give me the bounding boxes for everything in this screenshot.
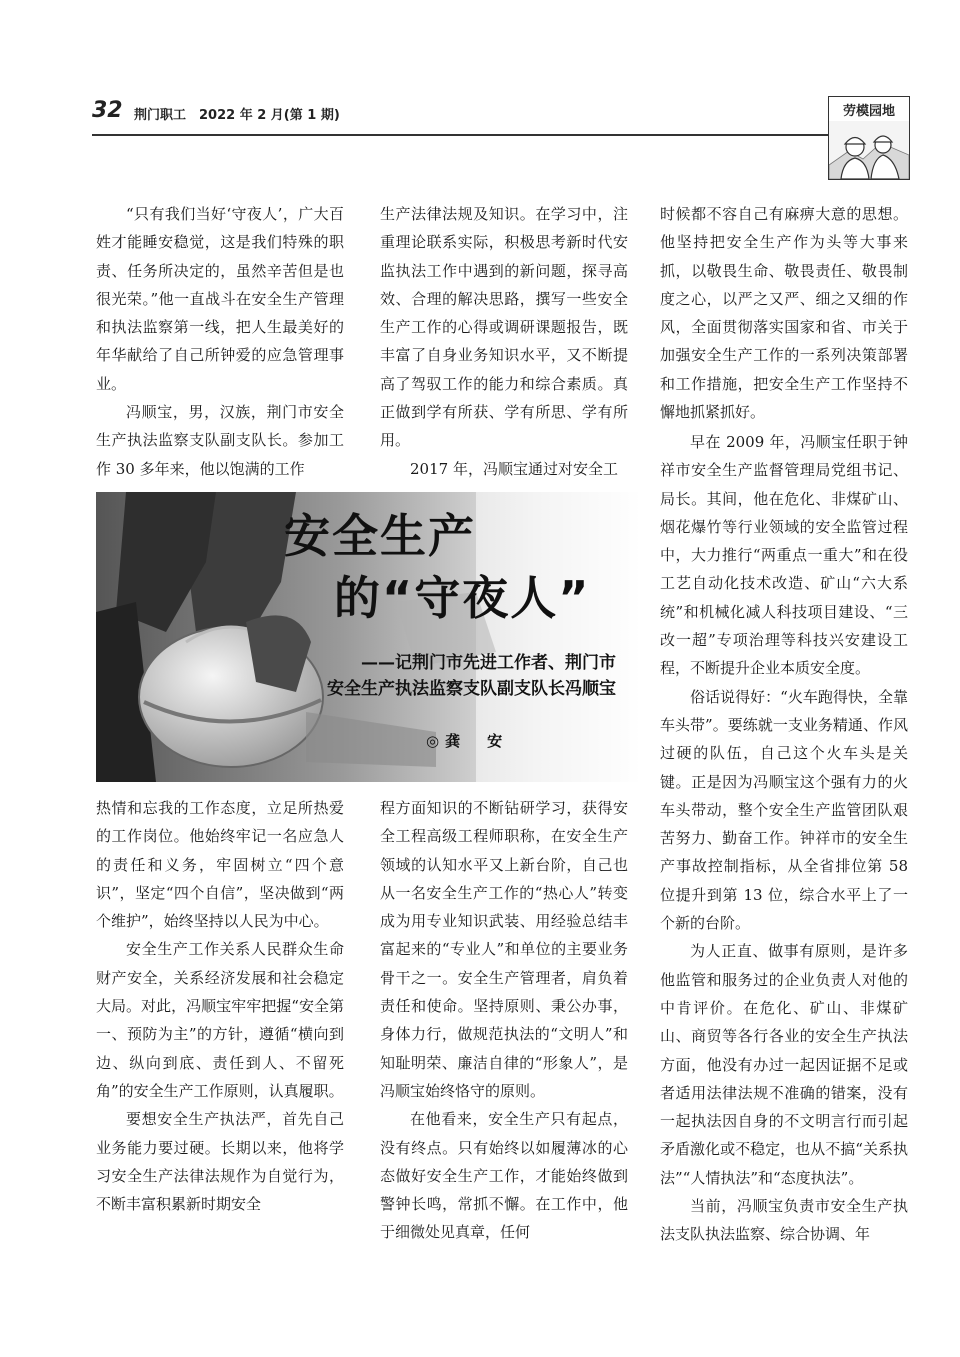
paragraph: 在他看来，安全生产只有起点，没有终点。只有始终以如履薄冰的心态做好安全生产工作，才能始终做到警钟长鸣，常抓不懈。在工作中，他于细微处见真章，任何	[380, 1110, 628, 1242]
paragraph: 要想安全生产执法严，首先自己业务能力要过硬。长期以来，他将学习安全生产法律法规作为自觉行为，不断丰富积累新时期安全	[96, 1110, 344, 1214]
article-subtitle-line-2: 安全生产执法监察支队副支队长冯顺宝	[327, 679, 616, 699]
paragraph: 生产法律法规及知识。在学习中，注重理论联系实际，积极思考新时代安监执法工作中遇到的新问题，探寻高效、合理的解决思路，撰写一些安全生产工作的心得或调研课题报告，既丰富了自身业务知识水平，又不断提高了驾驭工作的能力和综合素质。真正做到学有所获、学有所思、学有所用。	[380, 205, 628, 450]
issue-info: 荆门职工 2022 年 2 月(第 1 期)	[134, 108, 340, 123]
workers-illustration-icon	[829, 121, 909, 179]
header-rule	[92, 134, 832, 136]
paragraph: 程方面知识的不断钻研学习，获得安全工程高级工程师职称，在安全生产领域的认知水平又上新台阶，自己也从一名安全生产工作的“热心人”转变成为用专业知识武装、用经验总结丰富起来的“专业人”和单位的主要业务骨干之一。安全生产管理者，肩负着责任和使命。坚持原则、秉公办事，身体力行，做规范执法的“文明人”和知耻明荣、廉洁自律的“形象人”，是冯顺宝始终恪守的原则。	[380, 799, 628, 1100]
paragraph: 当前，冯顺宝负责市安全生产执法支队执法监察、综合协调、年	[660, 1197, 908, 1244]
article-title-line-2: 的“守夜人”	[334, 571, 591, 625]
text-column-4	[96, 794, 344, 1218]
text-column-1	[96, 200, 344, 483]
paragraph: 热情和忘我的工作态度，立足所热爱的工作岗位。他始终牢记一名应急人的责任和义务，牢固树立“四个意识”，坚定“四个自信”，坚决做到“两个维护”，始终坚持以人民为中心。	[96, 799, 344, 931]
paragraph: 为人正直、做事有原则，是许多他监管和服务过的企业负责人对他的中肯评价。在危化、矿山、非煤矿山、商贸等各行各业的安全生产执法方面，他没有办过一起因证据不足或者适用法律法规不准确的错案，没有一起执法因自身的不文明言行而引起矛盾激化或不稳定，也从不搞“关系执法”“人情执法”和“态度执法”。	[660, 942, 908, 1187]
author-byline: ◎龚 安	[426, 732, 509, 750]
article-subtitle-line-1: ——记荆门市先进工作者、荆门市	[361, 653, 616, 673]
paragraph: 冯顺宝，男，汉族，荆门市安全生产执法监察支队副支队长。参加工作 30 多年来，他以饱满的工作	[96, 403, 344, 478]
article-title-line-1: 安全生产	[284, 509, 476, 563]
text-column-5	[380, 794, 628, 1247]
page-header	[92, 96, 822, 132]
section-badge	[828, 96, 910, 180]
section-label: 劳模园地	[842, 104, 895, 119]
paragraph: 安全生产工作关系人民群众生命财产安全，关系经济发展和社会稳定大局。对此，冯顺宝牢牢把握“安全第一、预防为主”的方针，遵循“横向到边、纵向到底、责任到人、不留死角”的安全生产工作原则，认真履职。	[96, 940, 344, 1100]
text-column-2	[380, 200, 628, 483]
text-column-6	[660, 428, 908, 1249]
paragraph: 2017 年，冯顺宝通过对安全工	[410, 459, 618, 478]
paragraph: 俗话说得好：“火车跑得快，全靠车头带”。要练就一支业务精通、作风过硬的队伍，自己这个火车头是关键。正是因为冯顺宝这个强有力的火车头带动，整个安全生产监管团队艰苦努力、勤奋工作。钟祥市的安全生产事故控制指标，从全省排位第 58 位提升到第 13 位，综合水平上了一个新的台阶。	[660, 687, 908, 933]
text-column-3	[660, 200, 908, 426]
paragraph: 早在 2009 年，冯顺宝任职于钟祥市安全生产监督管理局党组书记、局长。其间，他在危化、非煤矿山、烟花爆竹等行业领域的安全监管过程中，大力推行“两重点一重大”和在役工艺自动化技术改造、矿山“六大系统”和机械化减人科技项目建设、“三改一超”专项治理等科技兴安建设工程，不断提升企业本质安全度。	[660, 433, 908, 678]
paragraph: “只有我们当好‘守夜人’，广大百姓才能睡安稳觉，这是我们特殊的职责、任务所决定的，虽然辛苦但是也很光荣。”他一直战斗在安全生产管理和执法监察第一线，把人生最美好的年华献给了自己所钟爱的应急管理事业。	[96, 205, 344, 393]
article-title-banner	[96, 492, 644, 782]
page-number: 32	[92, 98, 123, 123]
paragraph: 时候都不容自己有麻痹大意的思想。他坚持把安全生产作为头等大事来抓，以敬畏生命、敬畏责任、敬畏制度之心，以严之又严、细之又细的作风，全面贯彻落实国家和省、市关于加强安全生产工作的一系列决策部署和工作措施，把安全生产工作坚持不懈地抓紧抓好。	[660, 205, 908, 422]
